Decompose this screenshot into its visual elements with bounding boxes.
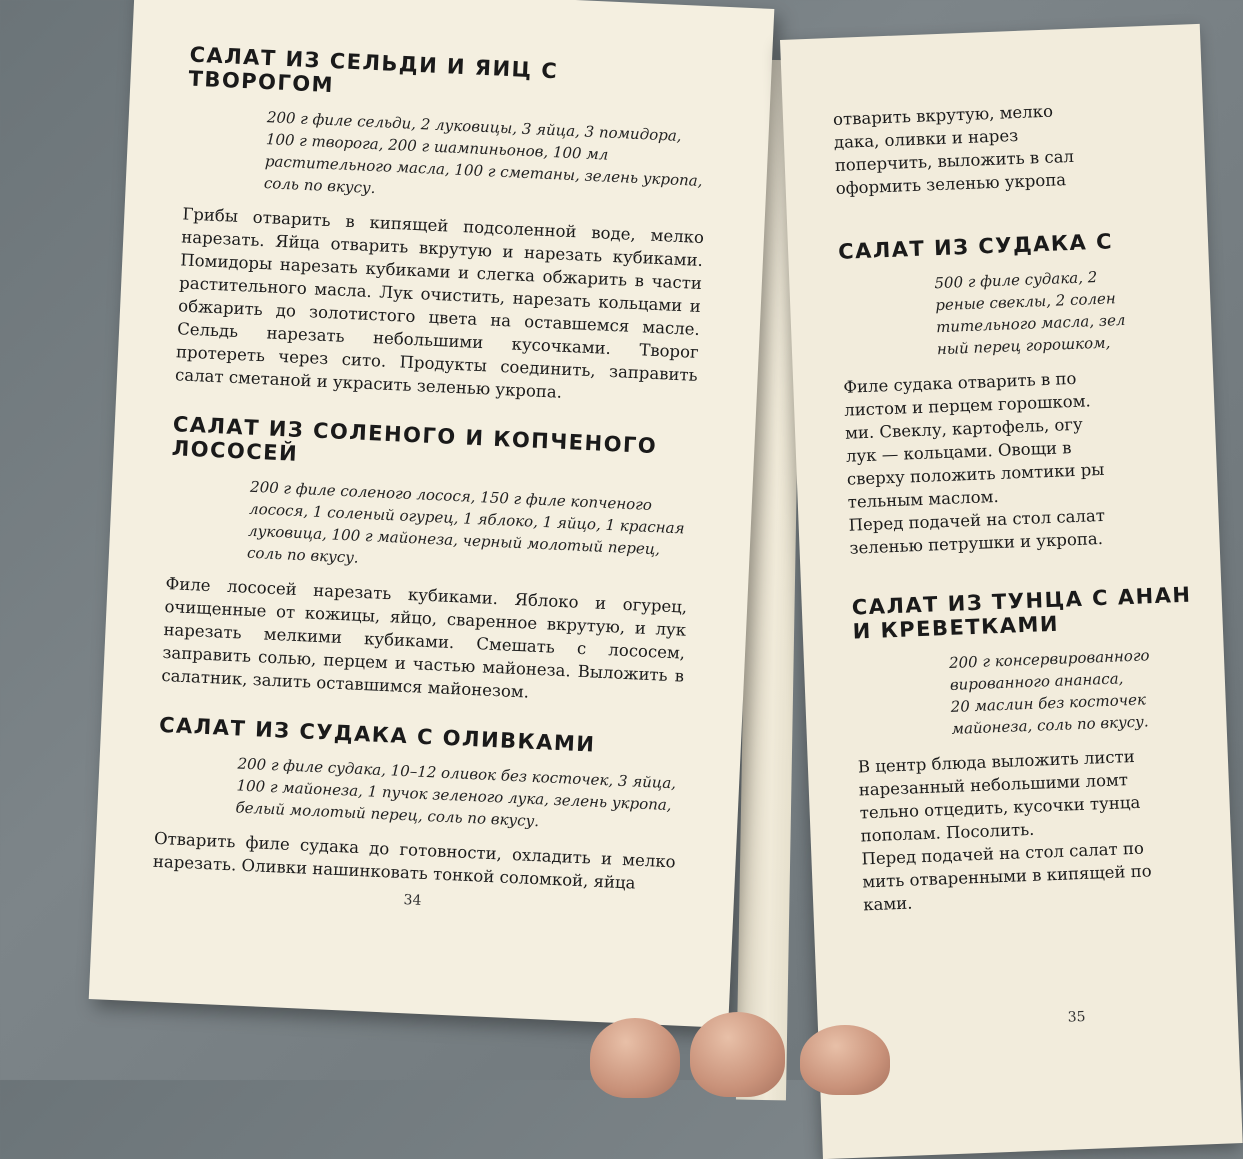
text-line: В центр блюда выложить листи [857, 746, 1136, 777]
recipe-ingredients [949, 641, 1227, 739]
text-line: отварить вкрутую, мелко [832, 101, 1054, 130]
text-line: ный перец горошком, [936, 333, 1111, 359]
text-line: тельно отцедить, кусочки тунца [859, 792, 1141, 823]
recipe-ingredients: 200 г филе сельди, 2 луковицы, 3 яйца, 3 помидора, 100 г творога, 200 г шампиньонов, 100 мл растительного масла, 100 г сметаны, зелень укропа, соль по вкусу. [263, 108, 703, 198]
text-line: вированного ананаса, [949, 669, 1124, 694]
text-line: Филе судака отварить в по [843, 368, 1077, 397]
recipe-method: Грибы отварить в кипящей подсоленной воде, мелко нарезать. Яйца отварить вкрутую и нарезать кубиками. Помидоры нарезать кубиками и слегка обжарить в части растительного масла. Лук очистить, нарезать кольцами и обжарить до золотистого цвета на оставшемся масле. Сельдь нарезать небольшими кусочками. Творог протереть через сито. Продукты соединить, заправить салат сметаной и украсить зеленью укропа. [174, 204, 705, 402]
finger [690, 1012, 785, 1097]
recipe-title: САЛАТ ИЗ ТУНЦА С АНАН [851, 582, 1192, 620]
text-line: тельным маслом. [847, 486, 1000, 512]
text-line: поперчить, выложить в сал [834, 146, 1075, 175]
text-line: 200 г консервированного [948, 646, 1150, 672]
recipe-ingredients [934, 262, 1212, 360]
finger [800, 1025, 890, 1095]
finger [590, 1018, 680, 1098]
text-line: реные свеклы, 2 солен [934, 289, 1117, 315]
text-line: листом и перцем горошком. [843, 391, 1092, 420]
text-line: дака, оливки и нарез [833, 125, 1019, 152]
recipe-title-continued: И КРЕВЕТКАМИ [852, 611, 1060, 644]
text-line: ми. Свеклу, картофель, огу [844, 414, 1084, 443]
text-line: тительного масла, зел [935, 310, 1126, 337]
text-line: зеленью петрушки и укропа. [849, 528, 1104, 558]
text-line: 500 г филе судака, 2 [934, 268, 1098, 293]
recipe-method: Отварить филе судака до готовности, охладить и мелко нарезать. Оливки нашинковать тонкой соломкой, яйца [152, 828, 676, 893]
recipe-title: САЛАТ ИЗ СОЛЕНОГО И КОПЧЕНОГО ЛОСОСЕЙ [171, 412, 658, 466]
recipe-ingredients: 200 г филе судака, 10–12 оливок без косточек, 3 яйца, 100 г майонеза, 1 пучок зеленого лука, зелень укропа, белый молотый перец, соль по вкусу. [235, 754, 677, 831]
text-line: Перед подачей на стол салат по [861, 838, 1145, 869]
text-line: сверху положить ломтики ры [846, 459, 1105, 489]
right-page [780, 24, 1243, 1159]
recipe-ingredients: 200 г филе соленого лосося, 150 г филе копченого лосося, 1 соленый огурец, 1 яблоко, 1 яйцо, 1 красная луковица, 100 г майонеза, черный молотый перец, соль по вкусу. [246, 477, 685, 567]
recipe-title: САЛАТ ИЗ СЕЛЬДИ И ЯИЦ С ТВОРОГОМ [188, 42, 559, 98]
text-line: пополам. Посолить. [860, 819, 1035, 846]
text-line: нарезанный небольшими ломт [858, 770, 1129, 800]
page-number: 34 [403, 892, 422, 909]
text-line: оформить зеленью укропа [835, 170, 1067, 198]
text-line: лук — кольцами. Овощи в [845, 438, 1072, 466]
page-number: 35 [1067, 1008, 1086, 1026]
text-line: майонеза, соль по вкусу. [951, 712, 1149, 738]
recipe-title: САЛАТ ИЗ СУДАКА С [837, 229, 1114, 264]
text-line: Перед подачей на стол салат [848, 505, 1106, 535]
recipe-method [858, 741, 1234, 916]
left-page [89, 0, 775, 1028]
continued-text [833, 94, 1206, 200]
recipe-title: САЛАТ ИЗ СУДАКА С ОЛИВКАМИ [158, 712, 596, 757]
recipe-method: Филе лососей нарезать кубиками. Яблоко и огурец, очищенные от кожицы, яйцо, сваренное вкрутую, и лук нарезать мелкими кубиками. Смешать с лососем, заправить солью, перцем и частью майонеза. Выложить в салатник, залить оставшимся майонезом. [161, 574, 688, 702]
text-line: ками. [862, 893, 913, 915]
recipe-method [843, 362, 1220, 560]
text-line: мить отваренными в кипящей по [862, 861, 1152, 892]
text-line: 20 маслин без косточек [950, 690, 1147, 716]
